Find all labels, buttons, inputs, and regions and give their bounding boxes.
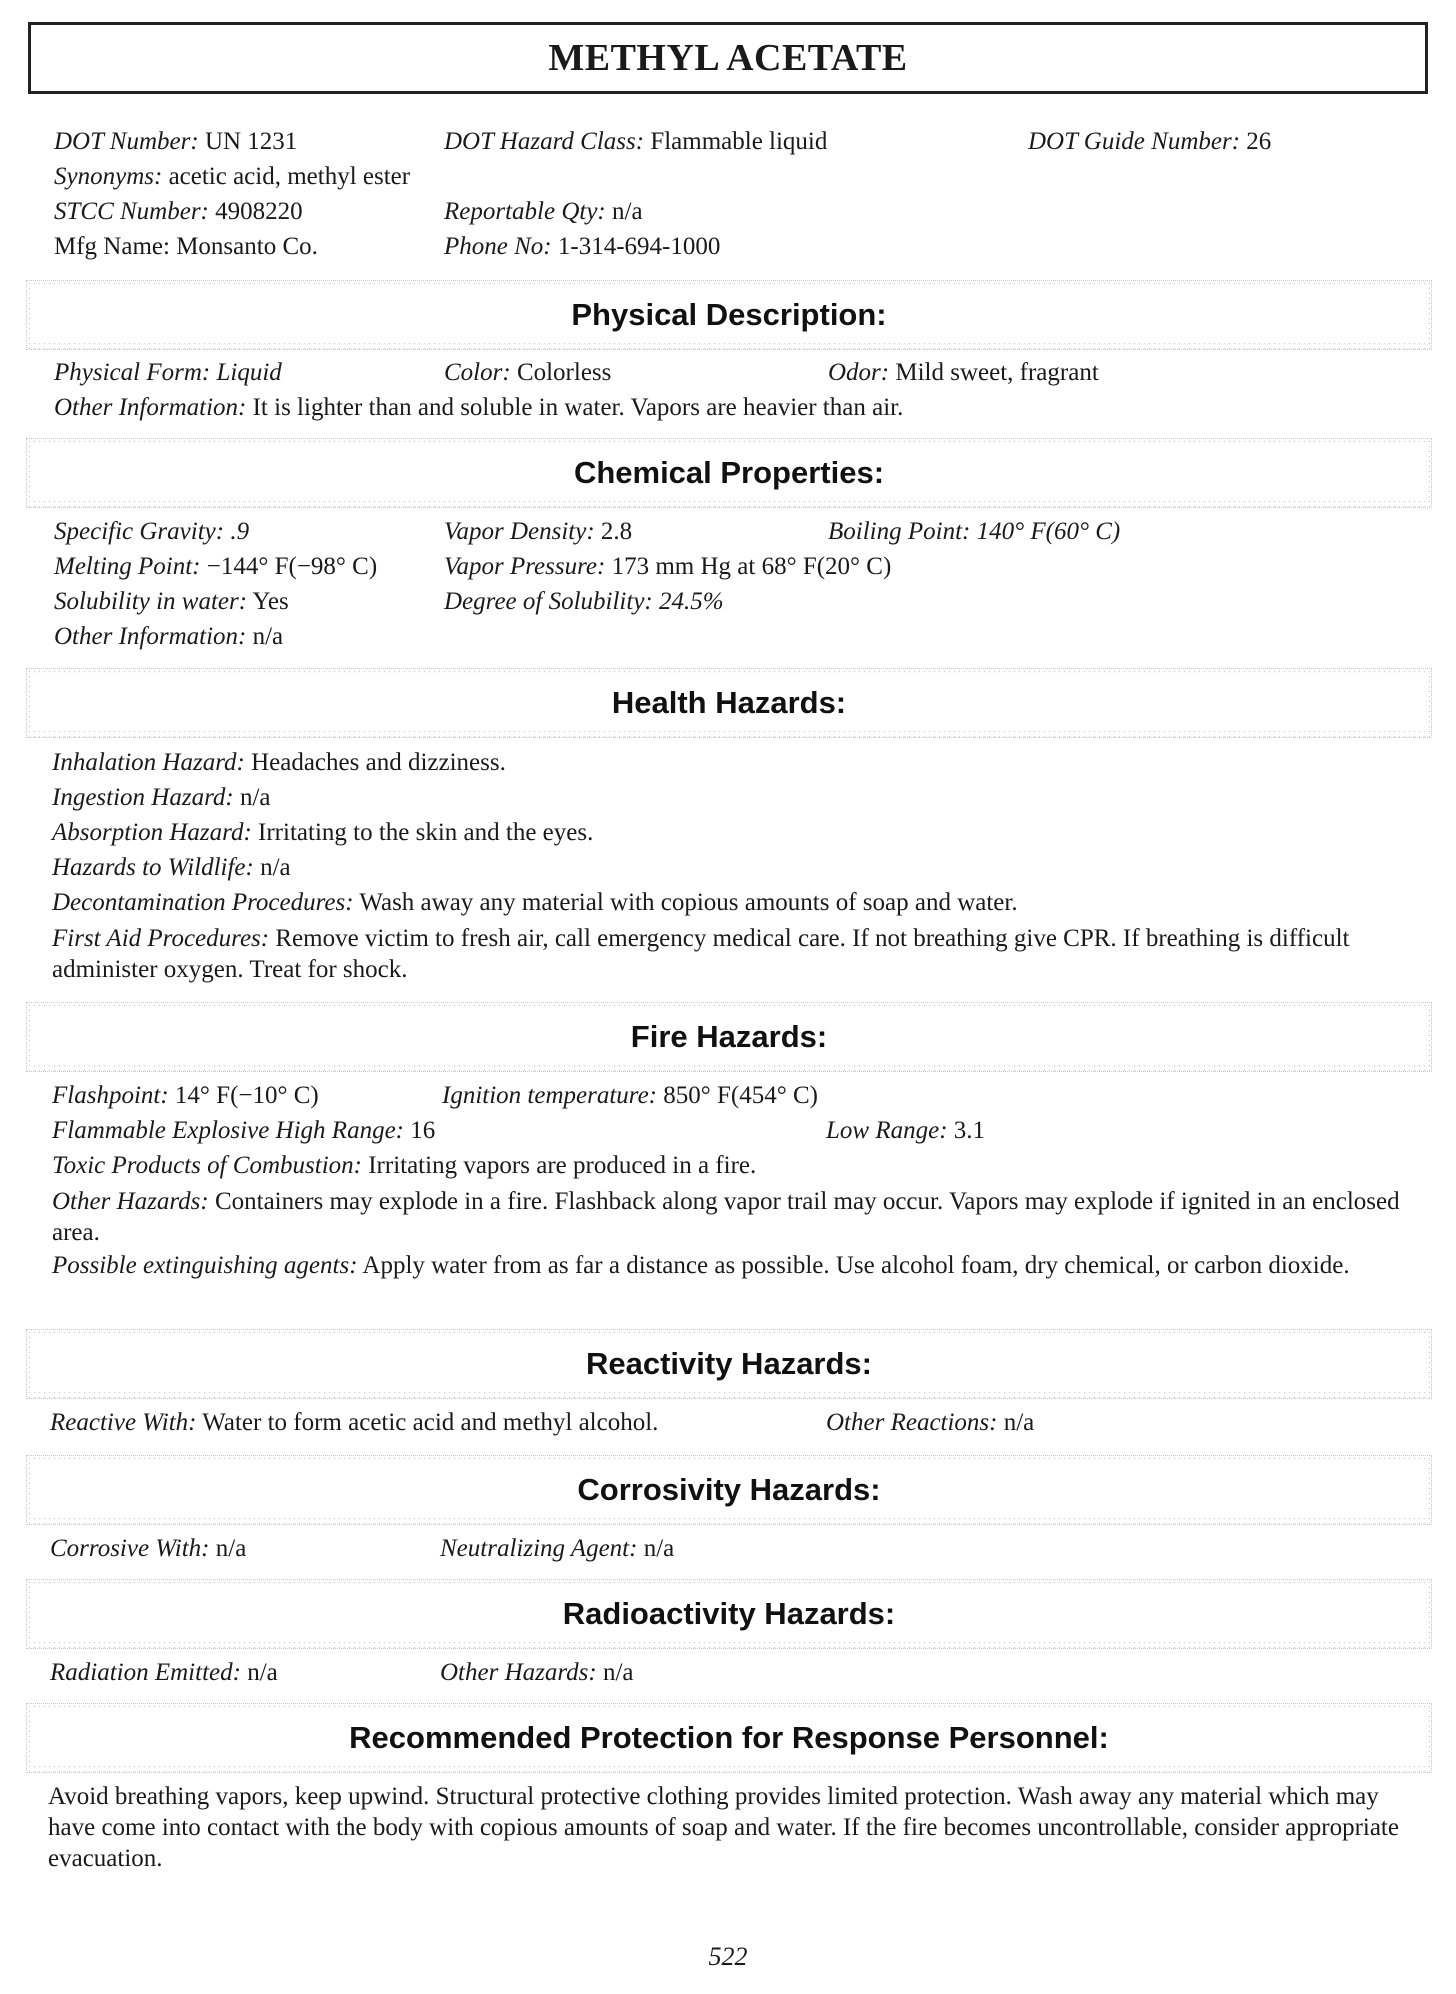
reactive-with: Reactive With: Water to form acetic acid and methyl alcohol. (50, 1409, 659, 1436)
heading-chemical-properties: Chemical Properties: (573, 455, 885, 490)
solubility-in-water: Solubility in water: Yes (54, 588, 289, 615)
document-title: METHYL ACETATE (548, 37, 908, 79)
ingestion-hazard: Ingestion Hazard: n/a (52, 784, 271, 811)
heading-fire-hazards: Fire Hazards: (630, 1019, 828, 1054)
hazards-to-wildlife: Hazards to Wildlife: n/a (52, 854, 291, 881)
odor: Odor: Mild sweet, fragrant (828, 359, 1099, 386)
section-band-physical (26, 280, 1432, 350)
vapor-density: Vapor Density: 2.8 (444, 518, 633, 545)
title-box (28, 22, 1428, 94)
reportable-qty: Reportable Qty: n/a (444, 198, 643, 225)
dot-guide-number: DOT Guide Number: 26 (1028, 128, 1272, 155)
section-band-reactivity (26, 1329, 1432, 1399)
boiling-point: Boiling Point: 140° F(60° C) (828, 518, 1121, 545)
toxic-products-of-combustion: Toxic Products of Combustion: Irritating vapors are produced in a fire. (52, 1152, 757, 1179)
chemical-other-information: Other Information: n/a (54, 623, 284, 650)
ignition-temperature: Ignition temperature: 850° F(454° C) (442, 1082, 818, 1109)
radiation-emitted: Radiation Emitted: n/a (50, 1659, 278, 1686)
section-band-fire (26, 1002, 1432, 1072)
inhalation-hazard: Inhalation Hazard: Headaches and dizziness. (52, 749, 506, 776)
physical-form: Physical Form: Liquid (54, 359, 282, 386)
protection-text: Avoid breathing vapors, keep upwind. Structural protective clothing provides limited protection. Wash away any material which may have come into contact with the body with copious amounts of soap and water. If the fire becomes uncontrollable, consider appropriate evacuation. (48, 1783, 1399, 1872)
flashpoint: Flashpoint: 14° F(−10° C) (52, 1082, 319, 1109)
section-band-corrosivity (26, 1455, 1432, 1525)
neutralizing-agent: Neutralizing Agent: n/a (440, 1535, 675, 1562)
section-band-protection (26, 1703, 1432, 1773)
dot-number: DOT Number: UN 1231 (54, 128, 298, 155)
mfg-name: Mfg Name: Monsanto Co. (54, 233, 318, 260)
extinguishing-agents: Possible extinguishing agents: Apply water from as far a distance as possible. Use alcohol foam, dry chemical, or carbon dioxide. (52, 1252, 1350, 1279)
stcc-number: STCC Number: 4908220 (54, 198, 303, 225)
phone-no: Phone No: 1-314-694-1000 (444, 233, 721, 260)
heading-health-hazards: Health Hazards: (611, 685, 847, 720)
specific-gravity: Specific Gravity: .9 (54, 518, 250, 545)
flammable-high-range: Flammable Explosive High Range: 16 (52, 1117, 436, 1144)
heading-corrosivity-hazards: Corrosivity Hazards: (577, 1472, 881, 1507)
section-band-health (26, 668, 1432, 738)
physical-other-information: Other Information: It is lighter than and soluble in water. Vapors are heavier than air. (54, 394, 904, 421)
degree-of-solubility: Degree of Solubility: 24.5% (444, 588, 724, 615)
color: Color: Colorless (444, 359, 612, 386)
melting-point: Melting Point: −144° F(−98° C) (54, 553, 378, 580)
low-range: Low Range: 3.1 (826, 1117, 986, 1144)
heading-radioactivity-hazards: Radioactivity Hazards: (562, 1596, 896, 1631)
first-aid-procedures: First Aid Procedures: Remove victim to fresh air, call emergency medical care. If not breathing give CPR. If breathing is difficult administer oxygen. Treat for shock. (52, 925, 1350, 983)
heading-reactivity-hazards: Reactivity Hazards: (585, 1346, 872, 1381)
page-number: 522 (708, 1942, 748, 1971)
section-band-radioactivity (26, 1579, 1432, 1649)
vapor-pressure: Vapor Pressure: 173 mm Hg at 68° F(20° C) (444, 553, 892, 580)
dot-hazard-class: DOT Hazard Class: Flammable liquid (444, 128, 828, 155)
synonyms: Synonyms: acetic acid, methyl ester (54, 163, 411, 190)
decontamination-procedures: Decontamination Procedures: Wash away any material with copious amounts of soap and water. (52, 889, 1018, 916)
heading-physical-description: Physical Description: (571, 297, 887, 332)
section-band-chemical (26, 438, 1432, 508)
radioactivity-other-hazards: Other Hazards: n/a (440, 1659, 634, 1686)
heading-recommended-protection: Recommended Protection for Response Personnel: (349, 1720, 1109, 1755)
other-reactions: Other Reactions: n/a (826, 1409, 1035, 1436)
fire-other-hazards: Other Hazards: Containers may explode in a fire. Flashback along vapor trail may occur. Vapors may explode if ignited in an enclosed area. (52, 1188, 1400, 1246)
corrosive-with: Corrosive With: n/a (50, 1535, 247, 1562)
absorption-hazard: Absorption Hazard: Irritating to the skin and the eyes. (52, 819, 594, 846)
